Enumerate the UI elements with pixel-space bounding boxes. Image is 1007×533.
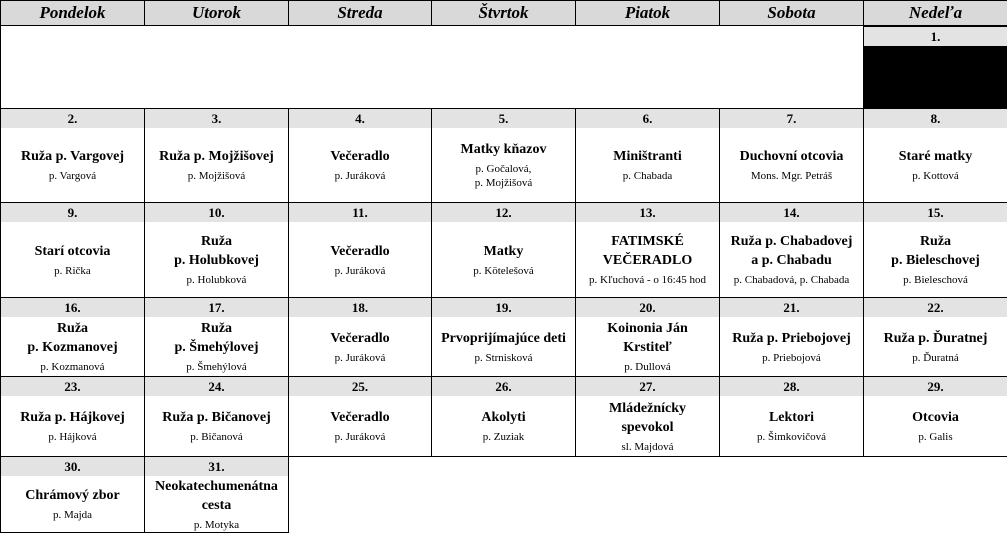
group-title: Otcovia bbox=[912, 410, 959, 425]
group-title: Večeradlo bbox=[330, 243, 390, 259]
day-number: 24. bbox=[145, 377, 288, 396]
day-content bbox=[289, 396, 431, 456]
day-content bbox=[576, 222, 719, 297]
responsible-person: p. Motyka bbox=[193, 518, 240, 531]
group-title: Miništranti bbox=[613, 149, 682, 164]
day-content bbox=[1, 476, 144, 532]
group-title: Ruža p. Priebojovej bbox=[732, 330, 851, 346]
day-cell-25 bbox=[288, 376, 432, 457]
day-number: 13. bbox=[576, 203, 719, 222]
group-title: Duchovní otcovia bbox=[739, 149, 844, 164]
group-title: Neokatechumenátna cesta bbox=[155, 478, 278, 513]
group-title: Ruža p. Bieleschovej bbox=[891, 234, 980, 268]
day-content bbox=[720, 128, 863, 202]
responsible-person: p. Zuziak bbox=[482, 431, 525, 443]
day-cell-18 bbox=[288, 297, 432, 377]
day-cell-23 bbox=[0, 376, 145, 457]
responsible-person: p. Juráková bbox=[334, 351, 386, 364]
day-content bbox=[432, 128, 575, 202]
day-content bbox=[432, 317, 575, 376]
day-content bbox=[1, 128, 144, 202]
day-cell-17 bbox=[144, 297, 289, 377]
day-cell-30 bbox=[0, 456, 145, 533]
responsible-person: p. Ďuratná bbox=[912, 351, 959, 364]
day-content bbox=[1, 396, 144, 456]
day-cell-6 bbox=[575, 108, 720, 203]
day-cell-16 bbox=[0, 297, 145, 377]
day-number: 9. bbox=[1, 203, 144, 222]
responsible-person: p. Rička bbox=[54, 264, 91, 277]
day-cell-19 bbox=[431, 297, 576, 377]
day-number: 31. bbox=[145, 457, 288, 476]
day-cell-11 bbox=[288, 202, 432, 298]
empty-week-start bbox=[0, 26, 864, 109]
day-cell-28 bbox=[719, 376, 864, 457]
responsible-person: p. Vargová bbox=[48, 170, 97, 182]
day-cell-5 bbox=[431, 108, 576, 203]
day-cell-24 bbox=[144, 376, 289, 457]
day-content bbox=[576, 317, 719, 376]
responsible-person: p. Dullová bbox=[624, 361, 671, 373]
day-content bbox=[432, 396, 575, 456]
day-content bbox=[1, 317, 144, 376]
responsible-person: Mons. Mgr. Petráš bbox=[750, 170, 833, 182]
day-number: 23. bbox=[1, 377, 144, 396]
day-header-utorok: Utorok bbox=[144, 0, 289, 26]
blocked-day-fill bbox=[864, 46, 1007, 108]
day-number: 16. bbox=[1, 298, 144, 317]
group-title: Ruža p. Vargovej bbox=[20, 149, 125, 164]
day-number: 1. bbox=[864, 27, 1007, 46]
day-content bbox=[576, 128, 719, 202]
group-title: Chrámový zbor bbox=[25, 488, 120, 503]
day-number: 11. bbox=[289, 203, 431, 222]
day-cell-14 bbox=[719, 202, 864, 298]
group-title: Ruža p. Chabadovej a p. Chabadu bbox=[730, 234, 853, 268]
day-content bbox=[289, 128, 431, 202]
day-number: 25. bbox=[289, 377, 431, 396]
day-content bbox=[864, 317, 1007, 376]
day-content bbox=[1, 222, 144, 297]
day-number: 5. bbox=[432, 109, 575, 128]
day-number: 10. bbox=[145, 203, 288, 222]
day-header-streda: Streda bbox=[288, 0, 432, 26]
day-content bbox=[864, 128, 1007, 202]
group-title: Večeradlo bbox=[330, 410, 390, 425]
day-number: 29. bbox=[864, 377, 1007, 396]
responsible-person: p. Kottová bbox=[912, 170, 959, 182]
day-header-nedela: Nedeľa bbox=[863, 0, 1007, 26]
day-cell-10 bbox=[144, 202, 289, 298]
day-content bbox=[145, 128, 288, 202]
day-content bbox=[145, 476, 288, 532]
group-title: Večeradlo bbox=[330, 330, 390, 346]
responsible-person: p. Holubková bbox=[186, 274, 247, 286]
day-content bbox=[576, 396, 719, 456]
day-number: 3. bbox=[145, 109, 288, 128]
day-cell-7 bbox=[719, 108, 864, 203]
day-number: 8. bbox=[864, 109, 1007, 128]
day-cell-2 bbox=[0, 108, 145, 203]
day-cell-29 bbox=[863, 376, 1007, 457]
responsible-person: p. Kľuchová - o 16:45 hod bbox=[589, 274, 706, 286]
responsible-person: p. Majda bbox=[52, 509, 93, 521]
day-cell-1 bbox=[863, 26, 1007, 109]
responsible-person: p. Strnisková bbox=[474, 351, 533, 364]
group-title: Starí otcovia bbox=[34, 243, 111, 259]
day-cell-4 bbox=[288, 108, 432, 203]
day-content bbox=[720, 317, 863, 376]
responsible-person: p. Juráková bbox=[334, 170, 386, 182]
day-number: 19. bbox=[432, 298, 575, 317]
responsible-person: p. Bičanová bbox=[190, 431, 243, 443]
group-title: FATIMSKÉ VEČERADLO bbox=[602, 234, 693, 268]
responsible-person: p. Chabadová, p. Chabada bbox=[733, 274, 850, 286]
day-header-pondelok: Pondelok bbox=[0, 0, 145, 26]
group-title: Ruža p. Ďuratnej bbox=[883, 330, 988, 346]
day-content bbox=[720, 222, 863, 297]
group-title: Ruža p. Hájkovej bbox=[20, 410, 125, 425]
day-number: 14. bbox=[720, 203, 863, 222]
day-header-sobota: Sobota bbox=[719, 0, 864, 26]
group-title: Večeradlo bbox=[330, 149, 390, 164]
day-header-stvrtok: Štvrtok bbox=[431, 0, 576, 26]
group-title: Lektori bbox=[768, 410, 815, 425]
day-number: 12. bbox=[432, 203, 575, 222]
day-number: 21. bbox=[720, 298, 863, 317]
group-title: Koinonia Ján Krstiteľ bbox=[607, 321, 688, 355]
day-number: 30. bbox=[1, 457, 144, 476]
group-title: Ruža p. Holubkovej bbox=[174, 234, 259, 268]
group-title: Ruža p. Kozmanovej bbox=[27, 321, 118, 355]
responsible-person: p. Mojžišová bbox=[187, 170, 246, 182]
responsible-person: p. Šimkovičová bbox=[756, 431, 827, 443]
responsible-person: p. Juráková bbox=[334, 431, 386, 443]
day-number: 15. bbox=[864, 203, 1007, 222]
day-cell-22 bbox=[863, 297, 1007, 377]
day-number: 4. bbox=[289, 109, 431, 128]
group-title: Prvoprijímajúce deti bbox=[441, 330, 566, 346]
day-cell-13 bbox=[575, 202, 720, 298]
day-number: 26. bbox=[432, 377, 575, 396]
group-title: Matky kňazov bbox=[460, 142, 547, 157]
group-title: Ruža p. Šmehýlovej bbox=[174, 321, 259, 355]
responsible-person: p. Kötelešová bbox=[473, 264, 534, 277]
day-cell-3 bbox=[144, 108, 289, 203]
day-cell-12 bbox=[431, 202, 576, 298]
responsible-person: p. Galis bbox=[918, 431, 953, 443]
day-content bbox=[864, 396, 1007, 456]
group-title: Ruža p. Mojžišovej bbox=[159, 149, 274, 164]
responsible-person: p. Priebojová bbox=[762, 351, 821, 364]
day-header-piatok: Piatok bbox=[575, 0, 720, 26]
day-content bbox=[145, 317, 288, 376]
responsible-person: sl. Majdová bbox=[621, 440, 674, 453]
group-title: Akolyti bbox=[481, 410, 526, 425]
day-content bbox=[432, 222, 575, 297]
day-cell-31 bbox=[144, 456, 289, 533]
day-cell-26 bbox=[431, 376, 576, 457]
day-cell-15 bbox=[863, 202, 1007, 298]
day-cell-27 bbox=[575, 376, 720, 457]
group-title: Mládežnícky spevokol bbox=[609, 400, 686, 435]
day-number: 22. bbox=[864, 298, 1007, 317]
group-title: Ruža p. Bičanovej bbox=[162, 410, 271, 425]
day-content bbox=[864, 222, 1007, 297]
day-number: 27. bbox=[576, 377, 719, 396]
day-number: 20. bbox=[576, 298, 719, 317]
day-content bbox=[289, 317, 431, 376]
day-content bbox=[145, 222, 288, 297]
day-cell-21 bbox=[719, 297, 864, 377]
responsible-person: p. Chabada bbox=[622, 170, 673, 182]
day-number: 2. bbox=[1, 109, 144, 128]
day-number: 6. bbox=[576, 109, 719, 128]
day-number: 28. bbox=[720, 377, 863, 396]
day-content bbox=[289, 222, 431, 297]
group-title: Matky bbox=[483, 243, 524, 259]
day-cell-9 bbox=[0, 202, 145, 298]
day-cell-8 bbox=[863, 108, 1007, 203]
responsible-person: p. Hájková bbox=[48, 431, 97, 443]
responsible-person: p. Šmehýlová bbox=[186, 361, 247, 373]
day-number: 17. bbox=[145, 298, 288, 317]
group-title: Staré matky bbox=[898, 149, 973, 164]
responsible-person: p. Kozmanová bbox=[40, 361, 105, 373]
responsible-person: p. Gočalová, p. Mojžišová bbox=[474, 163, 533, 189]
day-cell-20 bbox=[575, 297, 720, 377]
day-content bbox=[720, 396, 863, 456]
responsible-person: p. Bieleschová bbox=[903, 274, 968, 286]
day-content bbox=[145, 396, 288, 456]
day-number: 7. bbox=[720, 109, 863, 128]
responsible-person: p. Juráková bbox=[334, 264, 386, 277]
day-number: 18. bbox=[289, 298, 431, 317]
